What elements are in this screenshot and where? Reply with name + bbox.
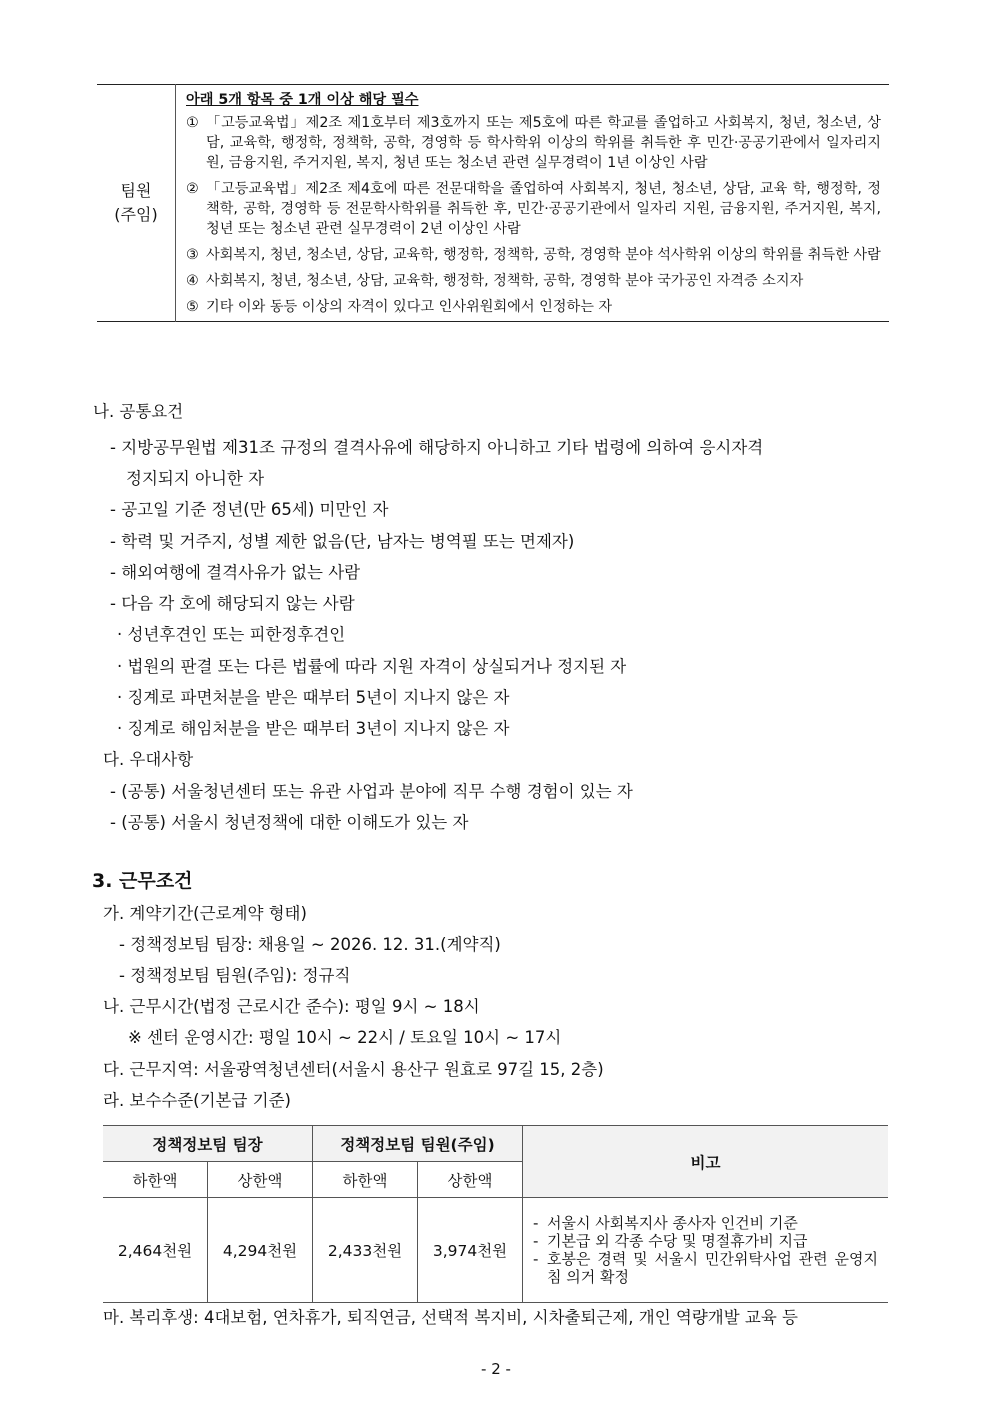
salary-note-item: - 호봉은 경력 및 서울시 민간위탁사업 관련 운영지침 의거 확정: [533, 1250, 878, 1286]
salary-subhead-min: 하한액: [103, 1162, 208, 1198]
salary-head-leader: 정책정보팀 팀장: [103, 1126, 313, 1162]
qualification-item-text: 사회복지, 청년, 청소년, 상담, 교육학, 행정학, 정책학, 공학, 경영학 분야 석사학위 이상의 학위를 취득한 사람: [206, 247, 881, 263]
qualification-item-text: 「고등교육법」제2조 제4호에 따른 전문대학을 졸업하여 사회복지, 청년, 청소년, 상담, 교육 학, 행정학, 정책학, 공학, 경영학 등 전문학사학위를 취득한 후, 민간·공공기관에서 일자리 지원, 금융지원, 주거지원, 복지, 청년 또는 청소년 관련 실무경력이 2년 이상인 사람: [206, 181, 881, 237]
work-location: 다. 근무지역: 서울광역청년센터(서울시 용산구 원효로 97길 15, 2층): [103, 1060, 604, 1079]
qualification-item: [186, 271, 881, 291]
salary-table: [103, 1125, 888, 1303]
section-title: 3. 근무조건: [92, 870, 193, 892]
qualification-item: [186, 113, 881, 173]
salary-member-max: 3,974천원: [418, 1198, 523, 1303]
common-requirement-item-cont: 정지되지 아니한 자: [126, 469, 265, 488]
contract-item: - 정책정보팀 팀원(주임): 정규직: [119, 966, 351, 985]
salary-subhead-max: 상한액: [208, 1162, 313, 1198]
salary-head-member: 정책정보팀 팀원(주임): [313, 1126, 523, 1162]
qualification-item: [186, 245, 881, 265]
salary-subhead-min: 하한액: [313, 1162, 418, 1198]
salary-notes: [523, 1198, 889, 1303]
qualification-label-rank: (주임): [114, 205, 158, 224]
common-requirement-item: - 공고일 기준 정년(만 65세) 미만인 자: [110, 500, 389, 519]
salary-heading: 라. 보수수준(기본급 기준): [103, 1091, 291, 1110]
salary-leader-max: 4,294천원: [208, 1198, 313, 1303]
common-requirement-item: - 지방공무원법 제31조 규정의 결격사유에 해당하지 아니하고 기타 법령에 의하여 응시자격: [110, 438, 764, 457]
qualification-item: [186, 297, 881, 317]
qualification-label-cell: [97, 85, 176, 322]
table-row: [103, 1198, 888, 1303]
common-requirement-subitem: · 법원의 판결 또는 다른 법률에 따라 지원 자격이 상실되거나 정지된 자: [117, 657, 627, 676]
common-requirement-item: - 학력 및 거주지, 성별 제한 없음(단, 남자는 병역필 또는 면제자): [110, 532, 575, 551]
operating-hours-note: ※ 센터 운영시간: 평일 10시 ~ 22시 / 토요일 10시 ~ 17시: [128, 1028, 562, 1047]
preference-heading: 다. 우대사항: [103, 750, 194, 769]
qualification-item-text: 기타 이와 동등 이상의 자격이 있다고 인사위원회에서 인정하는 자: [206, 299, 613, 315]
salary-member-min: 2,433천원: [313, 1198, 418, 1303]
salary-note-item: - 기본급 외 각종 수당 및 명절휴가비 지급: [533, 1232, 808, 1250]
salary-leader-min: 2,464천원: [103, 1198, 208, 1303]
qualification-body-cell: [176, 85, 890, 322]
common-requirement-subitem: · 성년후견인 또는 피한정후견인: [117, 625, 346, 644]
common-requirement-subitem: · 징계로 해임처분을 받은 때부터 3년이 지나지 않은 자: [117, 719, 510, 738]
common-requirement-item: - 다음 각 호에 해당되지 않는 사람: [110, 594, 355, 613]
qualification-item-number: ②: [186, 181, 199, 197]
page-number: - 2 -: [481, 1360, 511, 1378]
common-requirements-heading: 나. 공통요건: [93, 402, 184, 421]
qualification-item-number: ⑤: [186, 299, 199, 315]
salary-subhead-max: 상한액: [418, 1162, 523, 1198]
qualification-heading: 아래 5개 항목 중 1개 이상 해당 필수: [186, 92, 419, 108]
salary-note-item: - 서울시 사회복지사 종사자 인건비 기준: [533, 1214, 798, 1232]
qualification-item-number: ③: [186, 247, 199, 263]
salary-head-note: 비고: [523, 1126, 889, 1198]
qualification-item-text: 사회복지, 청년, 청소년, 상담, 교육학, 행정학, 정책학, 공학, 경영학 분야 국가공인 자격증 소지자: [206, 273, 804, 289]
qualification-item-number: ①: [186, 115, 199, 131]
common-requirement-subitem: · 징계로 파면처분을 받은 때부터 5년이 지나지 않은 자: [117, 688, 510, 707]
qualification-label-role: 팀원: [120, 181, 152, 200]
qualification-item-text: 「고등교육법」제2조 제1호부터 제3호까지 또는 제5호에 따른 학교를 졸업하고 사회복지, 청년, 청소년, 상담, 교육학, 행정학, 정책학, 공학, 경영학 등 학사학위 이상의 학위를 취득한 후 민간·공공기관에서 일자리지원, 금융지원, 주거지원, 복지, 청년 또는 청소년 관련 실무경력이 1년 이상인 사람: [206, 115, 881, 171]
qualification-item-number: ④: [186, 273, 199, 289]
qualification-item: [186, 179, 881, 239]
qualification-table: [97, 84, 889, 322]
common-requirement-item: - 해외여행에 결격사유가 없는 사람: [110, 563, 361, 582]
working-hours: 나. 근무시간(법정 근로시간 준수): 평일 9시 ~ 18시: [103, 997, 480, 1016]
preference-item: - (공통) 서울시 청년정책에 대한 이해도가 있는 자: [110, 813, 469, 832]
contract-item: - 정책정보팀 팀장: 채용일 ~ 2026. 12. 31.(계약직): [119, 935, 501, 954]
welfare-benefits: 마. 복리후생: 4대보험, 연차휴가, 퇴직연금, 선택적 복지비, 시차출퇴근제, 개인 역량개발 교육 등: [103, 1308, 798, 1327]
preference-item: - (공통) 서울청년센터 또는 유관 사업과 분야에 직무 수행 경험이 있는 자: [110, 782, 633, 801]
contract-heading: 가. 계약기간(근로계약 형태): [103, 904, 307, 923]
